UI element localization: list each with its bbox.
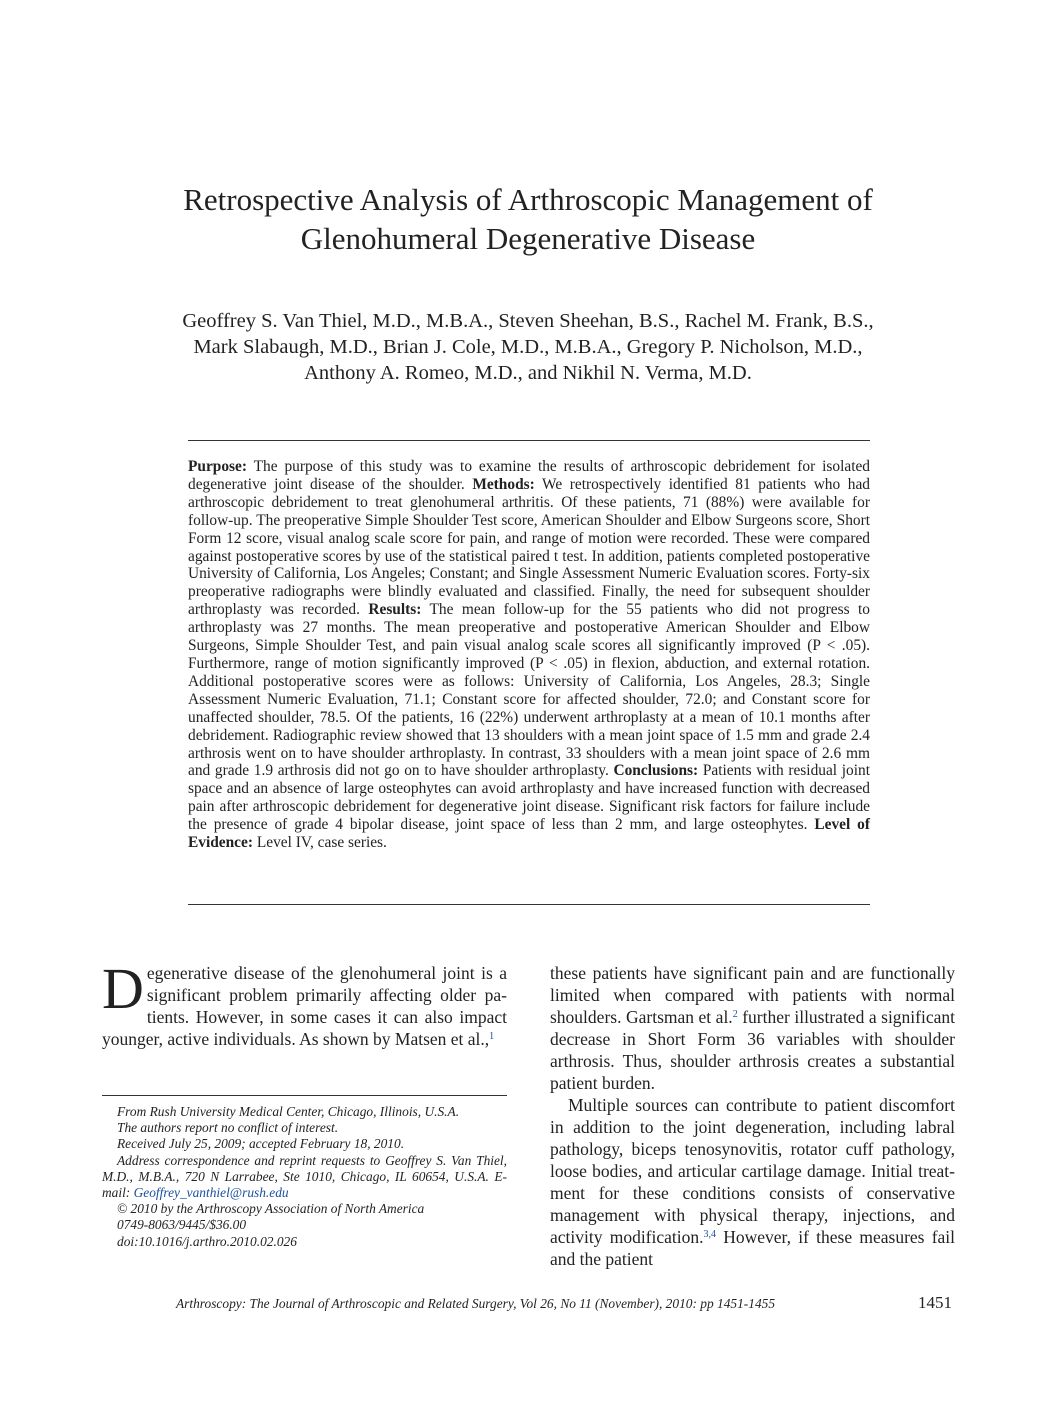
body-paragraph-2-text-b: However, if these measures fail and the patient [550,1227,956,1269]
body-paragraph-2 [550,1094,955,1270]
footnote-copyright: © 2010 by the Arthroscopy Association of North America [117,1201,425,1217]
authors-line-1: Geoffrey S. Van Thiel, M.D., M.B.A., Steven Sheehan, B.S., Rachel M. Frank, B.S., [182,310,874,332]
title-line-1: Retrospective Analysis of Arthroscopic Management of [183,182,873,217]
methods-text: We retrospectively identified 81 patients who had arthroscopic debridement to treat glenohumeral arthritis. Of these patients, 71 (88%) were available for follow-up. The preoperative Simple Shoulder Test score, American Shoulder and Elbow Surgeons score, Short Form 12 score, visual analog scale score for pain, and range of motion were recorded. These were compared against postoperative scores by use of the statistical paired t test. In addition, patients completed postoperative University of California, Los Angeles; Constant; and Single Assessment Numeric Evaluation scores. Forty-six preoperative radiographs were blindly evaluated and classified. Finally, the need for subsequent shoulder arthroplasty was recorded. [188,475,870,619]
footnote-issn: 0749-8063/9445/$36.00 [117,1217,247,1233]
body-paragraph-1 [550,962,955,1094]
abstract-top-rule [188,440,870,441]
results-label: Results: [368,601,422,619]
footnote-affiliation: From Rush University Medical Center, Chicago, Illinois, U.S.A. [117,1104,460,1119]
citation-link[interactable]: 1 [489,1031,495,1042]
footnote-conflict: The authors report no conflict of interest. [117,1120,339,1136]
intro-paragraph [102,956,507,1050]
abstract [188,458,870,852]
title-line-2: Glenohumeral Degenerative Disease [300,221,756,256]
email-link[interactable]: Geoffrey_vanthiel@rush.edu [133,1185,289,1201]
footnotes [102,1104,507,1250]
journal-citation: Arthroscopy: The Journal of Arthroscopic and Related Surgery, Vol 26, No 11 (November), 2010: pp 1451-1455 [176,1296,776,1311]
body-paragraph-2-text-a: Multiple sources can contribute to patient discomfort in addition to the joint degeneration, including labral pathology, biceps tenosynovitis, rotator cuff pathology, loose bodies, and articular cartilage damage. Initial treatment for these conditions consists of conservative management with physical therapy, injections, and activity modification. [550,1095,955,1247]
citation-link[interactable]: 3,4 [703,1229,717,1240]
level-of-evidence-text: Level IV, case series. [252,834,387,852]
intro-text: egenerative disease of the glenohumeral joint is a significant problem primarily affecting older patients. However, in some cases it can also impact younger, active individuals. As shown by Matsen et al., [102,963,507,1049]
article-title [100,180,956,258]
results-text: The mean follow-up for the 55 patients who did not progress to arthroplasty was 27 months. The mean preoperative and postoperative American Shoulder and Elbow Surgeons, Simple Shoulder Test, and pain visual analog scale scores all significantly improved (P < .05). Furthermore, range of motion significantly improved (P < .05) in flexion, abduction, and external rotation. Additional postoperative scores were as follows: University of California, Los Angeles, 28.3; Single Assessment Numeric Evaluation, 71.1; Constant score for affected shoulder, 72.0; and Constant score for unaffected shoulder, 78.5. Of the patients, 16 (22%) underwent arthroplasty at a mean of 10.1 months after debridement. Radiographic review showed that 13 shoulders with a mean joint space of 1.5 mm and grade 2.4 arthrosis went on to have shoulder arthroplasty. In contrast, 33 shoulders with a mean joint space of 2.6 mm and grade 1.9 arthrosis did not go on to have shoulder arthroplasty. [188,601,870,780]
body-paragraph-1-text-a: these patients have significant pain and are functionally limited when compared with patients with normal shoulders. Gartsman et al. [550,963,955,1027]
abstract-bottom-rule [188,904,870,905]
drop-cap: D [102,956,144,1021]
citation-link[interactable]: 2 [732,1009,738,1020]
footnote-rule [102,1095,507,1096]
authors-line-3: Anthony A. Romeo, M.D., and Nikhil N. Verma, M.D. [304,362,752,384]
conclusions-label: Conclusions: [613,762,699,780]
author-list [100,308,956,386]
body-left-column [102,956,507,1050]
footnote-doi: doi:10.1016/j.arthro.2010.02.026 [117,1233,297,1249]
purpose-text: The purpose of this study was to examine the results of arthroscopic debridement for isolated degenerative joint disease of the shoulder. [188,458,870,493]
body-paragraph-1-text-b: further illustrated a significant decrease in Short Form 36 variables with shoulder arthrosis. Thus, shoulder arthrosis creates a substantial patient burden. [550,1007,956,1093]
level-of-evidence-label: Level of Evidence: [188,816,870,852]
footnote-address [102,1153,507,1202]
footnote-address-text: Address correspondence and reprint requests to Geoffrey S. Van Thiel, M.D., M.B.A., 720 N Larrabee, Ste 1010, Chicago, IL 60654, U.S.A. E-mail: [102,1152,507,1201]
purpose-label: Purpose: [188,458,247,475]
body-right-column [550,962,955,1270]
footnote-received: Received July 25, 2009; accepted February 18, 2010. [117,1136,405,1152]
page-number: 1451 [918,1293,952,1312]
authors-line-2: Mark Slabaugh, M.D., Brian J. Cole, M.D., M.B.A., Gregory P. Nicholson, M.D., [193,336,863,358]
conclusions-text: Patients with residual joint space and an absence of large osteophytes can avoid arthroplasty and have increased function with decreased pain after arthroscopic debridement for degenerative joint disease. Significant risk factors for failure include the presence of grade 4 bipolar disease, joint space of less than 2 mm, and large osteophytes. [188,762,870,834]
methods-label: Methods: [472,475,535,493]
